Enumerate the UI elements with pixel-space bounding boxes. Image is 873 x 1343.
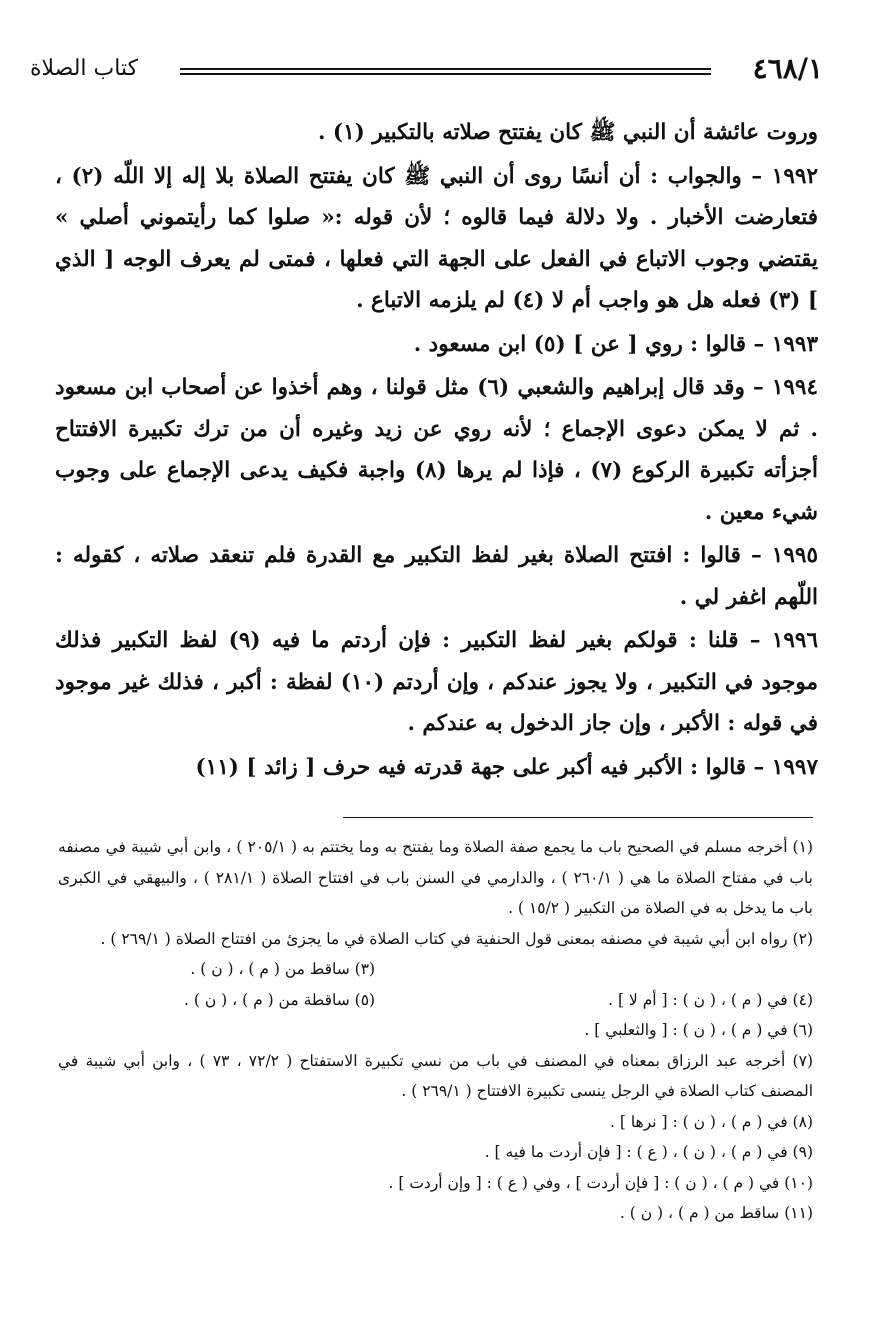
page-header: [30, 52, 823, 92]
footnote-6: (٦) في ( م ) ، ( ن ) : [ والثعلبي ] .: [584, 1021, 813, 1039]
main-text: [55, 112, 818, 790]
footnote-2: (٢) رواه ابن أبي شيبة في مصنفه بمعنى قول الحنفية في كتاب الصلاة في ما يجزئ من افتتاح الصلاة ( ٢٦٩/١ ) .: [100, 929, 813, 948]
paragraph-1993: ١٩٩٣ – قالوا : روي [ عن ] (٥) ابن مسعود .: [413, 331, 818, 357]
paragraph-1997: ١٩٩٧ – قالوا : الأكبر فيه أكبر على جهة قدرته فيه حرف [ زائد ] (١١): [195, 754, 818, 780]
footnote-10: (١٠) في ( م ) ، ( ن ) : [ فإن أردت ] ، وفي ( ع ) : [ وإن أردت ] .: [388, 1173, 813, 1192]
footnote-row: [58, 954, 813, 985]
footnote-7: (٧) أخرجه عبد الرزاق بمعناه في المصنف في باب من نسي تكبيرة الاستفتاح ( ٧٢/٢ ، ٧٣ ) ، وابن أبي شيبة في المصنف كتاب الصلاة في الرجل ينسى تكبيرة الافتتاح ( ٢٦٩/١ ) .: [58, 1051, 813, 1100]
footnote-3: (٣) ساقط من ( م ) ، ( ن ) .: [190, 960, 376, 978]
paragraph-1995: ١٩٩٥ – قالوا : افتتح الصلاة بغير لفظ التكبير مع القدرة فلم تنعقد صلاته ، كقوله : اللّهم اغفر لي .: [55, 543, 818, 610]
footnote-11: (١١) ساقط من ( م ) ، ( ن ) .: [619, 1204, 813, 1222]
footnote-1: (١) أخرجه مسلم في الصحيح باب ما يجمع صفة الصلاة وما يفتتح به وما يختتم به ( ٢٠٥/١ ) ، وابن أبي شيبة في مصنفه باب في مفتاح الصلاة ما هي ( ٢٦٠/١ ) ، والدارمي في السنن باب في افتتاح الصلاة ( ٢٨١/١ ) ، والبيهقي في الكبرى باب ما يدخل به في الصلاة من التكبير ( ١٥/٢ ) .: [58, 838, 813, 917]
footnote-5: (٥) ساقطة من ( م ) ، ( ن ) .: [184, 990, 376, 1009]
footnote-8: (٨) في ( م ) ، ( ن ) : [ نرها ] .: [610, 1112, 813, 1131]
paragraph-intro: وروت عائشة أن النبي ﷺ كان يفتتح صلاته بالتكبير (١) .: [317, 120, 818, 145]
paragraph-1992: ١٩٩٢ – والجواب : أن أنسًا روى أن النبي ﷺ كان يفتتح الصلاة بلا إله إلا اللّه (٢) ، فتعارضت الأخبار . ولا دلالة فيما قالوه ؛ لأن قوله :« صلوا كما رأيتموني أصلي » يقتضي وجوب الاتباع في الفعل على الجهة التي فعلها ، فمتى لم يعرف الوجه [ الذي ] (٣) فعله هل هو واجب أم لا (٤) لم يلزمه الاتباع .: [55, 163, 818, 313]
footnote-4: (٤) في ( م ) ، ( ن ) : [ أم لا ] .: [608, 990, 813, 1009]
footnote-row: [58, 985, 813, 1016]
footnotes: [58, 832, 813, 1229]
book-title: كتاب الصلاة: [30, 56, 139, 81]
paragraph-1996: ١٩٩٦ – قلنا : قولكم بغير لفظ التكبير : فإن أردتم ما فيه (٩) لفظ التكبير فذلك موجود في التكبير ، ولا يجوز عندكم ، وإن أردتم (١٠) لفظة : أكبر ، فذلك غير موجود في قوله : الأكبر ، وإن جاز الدخول به عندكم .: [55, 628, 819, 736]
header-rule: [180, 68, 711, 75]
page-number: ٤٦٨/١: [752, 52, 823, 85]
footnote-separator: [343, 817, 813, 818]
paragraph-1994: ١٩٩٤ – وقد قال إبراهيم والشعبي (٦) مثل قولنا ، وهم أخذوا عن أصحاب ابن مسعود . ثم لا يمكن دعوى الإجماع ؛ لأنه روي عن زيد وغيره أن من ترك تكبيرة الافتتاح أجزأته تكبيرة الركوع (٧) ، فإذا لم يرها (٨) واجبة فكيف يدعى الإجماع على وجوب شيء معين .: [55, 375, 819, 525]
footnote-9: (٩) في ( م ) ، ( ن ) ، ( ع ) : [ فإن أردت ما فيه ] .: [484, 1143, 813, 1161]
